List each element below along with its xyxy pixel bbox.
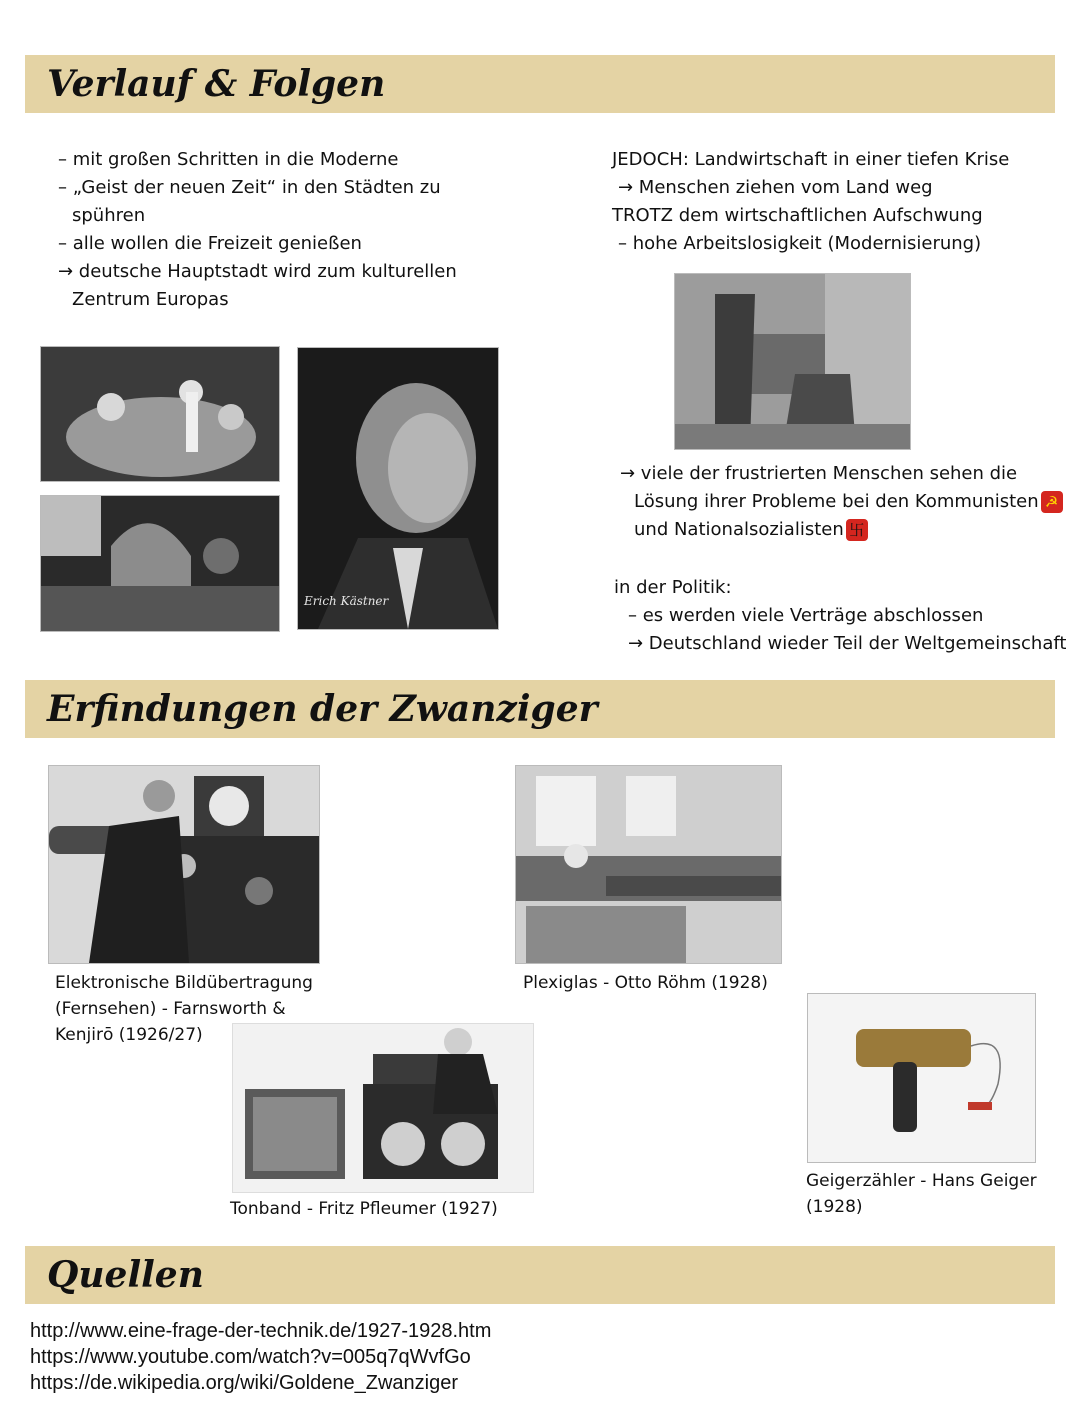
geiger-caption-line: Geigerzähler - Hans Geiger <box>806 1171 1037 1191</box>
note-line-text: und Nationalsozialisten <box>634 519 844 540</box>
section-title-course: Verlauf & Folgen <box>47 63 386 105</box>
unemployed-street-photo <box>674 273 911 450</box>
source-list <box>30 1318 491 1396</box>
politics-heading: in der Politik: <box>614 577 732 598</box>
tonband-invention-photo <box>232 1023 534 1193</box>
source-link[interactable]: https://www.youtube.com/watch?v=005q7qWvfGo <box>30 1346 471 1368</box>
bar-scene-photo <box>40 495 280 632</box>
section-title-sources: Quellen <box>47 1254 204 1296</box>
geiger-caption <box>806 1168 1037 1220</box>
communists-line <box>620 488 1063 516</box>
section-banner-course <box>25 55 1055 113</box>
plexiglas-caption: Plexiglas - Otto Röhm (1928) <box>523 973 768 993</box>
tv-caption-line: Kenjirō (1926/27) <box>55 1025 203 1045</box>
note-line: – alle wollen die Freizeit genießen <box>58 233 362 254</box>
radicals-notes <box>620 460 1063 544</box>
section-banner-sources <box>25 1246 1055 1304</box>
politics-notes <box>614 574 1066 658</box>
tonband-caption: Tonband - Fritz Pfleumer (1927) <box>230 1199 498 1219</box>
note-line: → Menschen ziehen vom Land weg <box>618 177 933 198</box>
note-line: → viele der frustrierten Menschen sehen die <box>620 463 1018 484</box>
note-line: JEDOCH: Landwirtschaft in einer tiefen Krise <box>612 149 1010 170</box>
communist-symbol-icon: ☭ <box>1041 491 1063 513</box>
note-line: – „Geist der neuen Zeit“ in den Städten zu <box>58 177 441 198</box>
plexiglas-invention-photo <box>515 765 782 964</box>
note-line: Zentrum Europas <box>72 289 229 310</box>
course-right-notes <box>612 146 1009 258</box>
geiger-caption-line: (1928) <box>806 1197 863 1217</box>
television-invention-photo <box>48 765 320 964</box>
source-link[interactable]: https://de.wikipedia.org/wiki/Goldene_Zwanziger <box>30 1372 458 1394</box>
portrait-signature: Erich Kästner <box>304 594 389 608</box>
nazi-symbol-icon: 卐 <box>846 519 868 541</box>
source-link[interactable]: http://www.eine-frage-der-technik.de/1927-1928.htm <box>30 1320 492 1342</box>
note-line: → Deutschland wieder Teil der Weltgemeinschaft <box>628 633 1067 654</box>
nazis-line <box>620 516 1063 544</box>
note-line: spühren <box>72 205 146 226</box>
geiger-counter-photo <box>807 993 1036 1163</box>
note-line: – hohe Arbeitslosigkeit (Modernisierung) <box>618 233 982 254</box>
note-line: → deutsche Hauptstadt wird zum kulturellen <box>58 261 457 282</box>
note-line: TROTZ dem wirtschaftlichen Aufschwung <box>612 205 983 226</box>
section-title-inventions: Erfindungen der Zwanziger <box>47 688 598 730</box>
section-banner-inventions <box>25 680 1055 738</box>
course-left-notes <box>58 146 457 314</box>
note-line: – es werden viele Verträge abschlossen <box>628 605 984 626</box>
note-line: – mit großen Schritten in die Moderne <box>58 149 399 170</box>
cabaret-dancers-photo <box>40 346 280 482</box>
note-line-text: Lösung ihrer Probleme bei den Kommunisten <box>634 491 1039 512</box>
tv-caption-line: Elektronische Bildübertragung <box>55 973 313 993</box>
tv-caption-line: (Fernsehen) - Farnsworth & <box>55 999 286 1019</box>
kaestner-portrait-photo <box>297 347 499 630</box>
